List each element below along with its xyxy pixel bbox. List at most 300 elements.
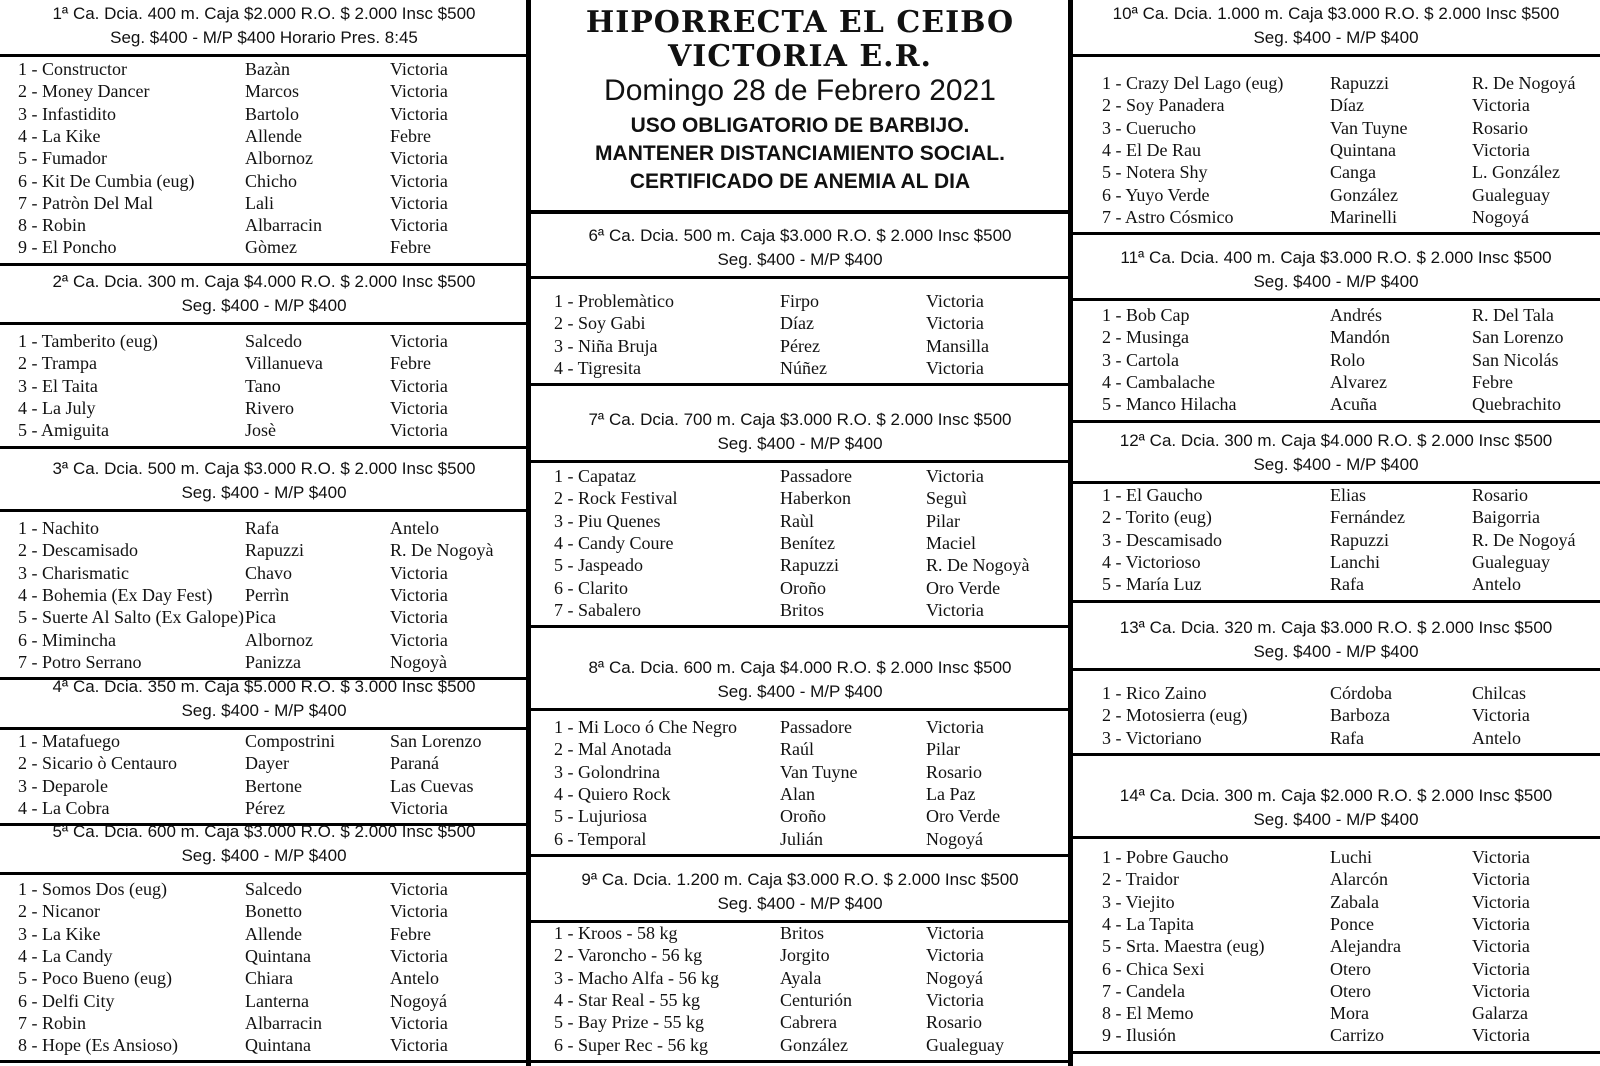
locality: Antelo [390,968,439,989]
entry-row [528,922,1072,945]
entry-row [1072,161,1600,184]
entries-list [0,58,528,266]
owner-name: Rolo [1330,349,1366,370]
entry-row [1072,139,1600,162]
locality: Febre [390,125,431,146]
entry-row [1072,1024,1600,1047]
race-conditions: 5ª Ca. Dcia. 600 m. Caja $3.000 R.O. $ 2.000 Insc $500 [52,822,476,841]
horse-name: 1 - Mi Loco ó Che Negro [554,717,737,737]
locality: Victoria [926,599,984,620]
horse-name: 4 - La July [18,397,96,418]
notice-distanciamiento: MANTENER DISTANCIAMIENTO SOCIAL. [595,142,1005,165]
locality: Nogoyà [390,651,447,672]
horse-name: 5 - Suerte Al Salto (Ex Galope) [18,607,244,628]
owner-name: Chavo [245,562,292,583]
owner-name: Rapuzzi [780,555,839,576]
entries-list [528,716,1072,857]
horse-name: 4 - La Cobra [18,797,110,818]
owner-name: Pica [245,607,276,628]
locality: R. De Nogoyá [1472,73,1576,93]
entry-row [528,357,1072,380]
entry-row [1072,727,1600,750]
race-header [528,866,1072,923]
locality: Seguì [926,488,968,509]
horse-name: 4 - Tigresita [554,357,642,378]
entry-row [0,945,528,968]
owner-name: Marinelli [1330,206,1397,227]
owner-name: Núñez [780,357,827,378]
locality: Febre [1472,371,1513,392]
owner-name: Passadore [780,466,852,486]
horse-name: 4 - Star Real - 55 kg [554,989,700,1010]
entry-row [0,330,528,353]
locality: Victoria [926,357,984,378]
race-3 [0,455,528,672]
owner-name: Acuña [1330,394,1377,415]
horse-name: 2 - Descamisado [18,540,138,561]
entry-row [528,335,1072,358]
horse-name: 2 - Mal Anotada [554,739,672,760]
entry-row [0,419,528,442]
locality: Pilar [926,510,960,531]
owner-name: Gòmez [245,237,297,258]
race-conditions: 13ª Ca. Dcia. 320 m. Caja $3.000 R.O. $ 2.000 Insc $500 [1119,618,1553,637]
owner-name: Britos [780,923,825,943]
entry-row [0,900,528,923]
locality: Gualeguay [1472,184,1550,205]
owner-name: Mandón [1330,327,1390,348]
race-10 [1072,0,1600,227]
entry-row [1072,371,1600,394]
entry-row [528,783,1072,806]
locality: Victoria [390,629,448,650]
middle-column [528,0,1072,1066]
entry-row [1072,72,1600,95]
entries-list [1072,484,1600,603]
race-conditions: 14ª Ca. Dcia. 300 m. Caja $2.000 R.O. $ 2.000 Insc $500 [1119,786,1553,805]
locality: Quebrachito [1472,394,1561,415]
entries-list [1072,846,1600,1054]
race-fees: Seg. $400 - M/P $400 [717,434,883,453]
race-conditions: 8ª Ca. Dcia. 600 m. Caja $4.000 R.O. $ 2.000 Insc $500 [588,658,1012,677]
owner-name: Marcos [245,81,299,102]
horse-name: 4 - Bohemia (Ex Day Fest) [18,584,213,605]
owner-name: Panizza [245,651,301,672]
race-11 [1072,244,1600,415]
entry-row [0,375,528,398]
race-13 [1072,614,1600,748]
entries-list [1072,682,1600,756]
horse-name: 2 - Varoncho - 56 kg [554,945,703,966]
entry-row [528,554,1072,577]
locality: Victoria [1472,705,1530,726]
horse-name: 9 - El Poncho [18,237,117,258]
entry-row [528,1011,1072,1034]
owner-name: Barboza [1330,705,1390,726]
entry-row [1072,349,1600,372]
locality: Pilar [926,739,960,760]
entry-row [0,562,528,585]
entry-row [528,828,1072,851]
owner-name: Bazàn [245,59,290,79]
horse-name: 6 - Kit De Cumbia (eug) [18,170,195,191]
locality: Victoria [390,375,448,396]
horse-name: 8 - El Memo [1102,1003,1194,1024]
horse-name: 1 - Somos Dos (eug) [18,879,167,899]
locality: Victoria [390,879,448,899]
locality: Victoria [1472,1025,1530,1046]
race-conditions: 3ª Ca. Dcia. 500 m. Caja $3.000 R.O. $ 2.000 Insc $500 [52,459,476,478]
locality: Las Cuevas [390,775,474,796]
owner-name: Dayer [245,753,289,774]
race-conditions: 1ª Ca. Dcia. 400 m. Caja $2.000 R.O. $ 2.000 Insc $500 [52,4,476,23]
locality: Victoria [1472,891,1530,912]
entry-row [1072,326,1600,349]
entry-row [1072,868,1600,891]
horse-name: 2 - Traidor [1102,869,1180,890]
owner-name: Oroño [780,577,826,598]
horse-name: 1 - Pobre Gaucho [1102,847,1229,867]
owner-name: Rafa [1330,727,1364,748]
owner-name: Haberkon [780,488,851,509]
horse-name: 2 - Soy Gabi [554,313,646,334]
locality: Victoria [926,291,984,311]
horse-name: 5 - Notera Shy [1102,162,1208,183]
entry-row [0,1034,528,1057]
locality: Victoria [926,717,984,737]
locality: Nogoyá [926,828,983,849]
locality: Victoria [390,901,448,922]
owner-name: Albornoz [245,629,313,650]
horse-name: 6 - Mimincha [18,629,116,650]
horse-name: 3 - Charismatic [18,562,129,583]
owner-name: Villanueva [245,353,323,374]
locality: Rosario [1472,117,1528,138]
horse-name: 6 - Temporal [554,828,647,849]
entry-row [528,599,1072,622]
horse-name: 3 - Viejito [1102,891,1175,912]
locality: Victoria [390,331,448,351]
owner-name: Salcedo [245,879,302,899]
locality: Victoria [390,170,448,191]
entry-row [528,944,1072,967]
locality: Victoria [390,215,448,236]
locality: Victoria [390,81,448,102]
owner-name: Alarcón [1330,869,1388,890]
horse-name: 5 - Bay Prize - 55 kg [554,1012,704,1033]
horse-name: 4 - La Tapita [1102,913,1194,934]
race-fees: Seg. $400 - M/P $400 [1253,810,1419,829]
race-conditions: 11ª Ca. Dcia. 400 m. Caja $3.000 R.O. $ 2.000 Insc $500 [1120,248,1552,267]
entry-row [0,397,528,420]
entry-row [1072,891,1600,914]
horse-name: 4 - Candy Coure [554,532,674,553]
horse-name: 1 - Matafuego [18,731,120,751]
owner-name: Pérez [245,797,285,818]
race-7 [528,406,1072,620]
race-fees: Seg. $400 - M/P $400 [181,296,347,315]
owner-name: González [780,1034,848,1055]
owner-name: Raùl [780,510,814,531]
owner-name: Allende [245,125,302,146]
locality: Victoria [390,59,448,79]
locality: Victoria [926,466,984,486]
horse-name: 2 - Trampa [18,353,98,374]
locality: Victoria [926,945,984,966]
locality: R. De Nogoyà [390,540,494,561]
race-fees: Seg. $400 - M/P $400 [717,894,883,913]
entry-row [1072,117,1600,140]
owner-name: Quintana [245,1035,311,1056]
entry-row [0,797,528,820]
entry-row [0,967,528,990]
race-fees: Seg. $400 - M/P $400 [181,483,347,502]
entry-row [0,539,528,562]
horse-name: 3 - Macho Alfa - 56 kg [554,967,719,988]
owner-name: González [1330,184,1398,205]
notice-barbijo: USO OBLIGATORIO DE BARBIJO. [630,114,970,137]
owner-name: Albarracin [245,215,322,236]
race-conditions: 2ª Ca. Dcia. 300 m. Caja $4.000 R.O. $ 2.000 Insc $500 [52,272,476,291]
locality: Victoria [390,562,448,583]
race-fees: Seg. $400 - M/P $400 Horario Pres. 8:45 [110,28,418,47]
locality: Oro Verde [926,806,1001,827]
owner-name: Otero [1330,980,1371,1001]
horse-name: 1 - Tamberito (eug) [18,331,158,351]
race-6 [528,222,1072,378]
horse-name: 3 - Deparole [18,775,108,796]
race-header [528,654,1072,711]
race-14 [1072,782,1600,1046]
horse-name: 7 - Potro Serrano [18,651,142,672]
horse-name: 3 - Descamisado [1102,529,1222,550]
owner-name: Ayala [780,967,822,988]
locality: Maciel [926,532,976,553]
horse-name: 7 - Astro Cósmico [1102,206,1234,227]
entry-row [0,651,528,674]
locality: R. De Nogoyá [1472,529,1576,550]
locality: Baigorria [1472,507,1540,528]
locality: Victoria [1472,958,1530,979]
horse-name: 5 - Poco Bueno (eug) [18,968,172,989]
race-12 [1072,427,1600,595]
locality: Gualeguay [1472,551,1550,572]
owner-name: Bertone [245,775,302,796]
locality: R. Del Tala [1472,305,1554,325]
owner-name: Centurión [780,989,852,1010]
notice-anemia: CERTIFICADO DE ANEMIA AL DIA [629,170,971,193]
race-conditions: 10ª Ca. Dcia. 1.000 m. Caja $3.000 R.O. $ 2.000 Insc $500 [1112,4,1560,23]
horse-name: 5 - Lujuriosa [554,806,647,827]
horse-name: 6 - Yuyo Verde [1102,184,1210,205]
locality: San Lorenzo [1472,327,1564,348]
locality: San Nicolás [1472,349,1559,370]
owner-name: Otero [1330,958,1371,979]
locality: Victoria [390,945,448,966]
horse-name: 2 - Money Dancer [18,81,150,102]
entry-row [0,990,528,1013]
locality: Oro Verde [926,577,1001,598]
owner-name: Albarracin [245,1012,322,1033]
owner-name: Lali [245,192,274,213]
owner-name: Díaz [1330,95,1364,116]
entry-row [1072,551,1600,574]
owner-name: Allende [245,923,302,944]
race-8 [528,654,1072,849]
owner-name: Quintana [245,945,311,966]
locality: L. González [1472,162,1560,183]
horse-name: 4 - La Candy [18,945,113,966]
entries-list [0,517,528,680]
horse-name: 3 - El Taita [18,375,98,396]
owner-name: Díaz [780,313,814,334]
owner-name: Alvarez [1330,371,1387,392]
horse-name: 7 - Sabalero [554,599,641,620]
entry-row [1072,958,1600,981]
owner-name: Elias [1330,485,1366,505]
horse-name: 8 - Robin [18,215,87,236]
locality: Victoria [1472,847,1530,867]
race-header [0,673,528,730]
race-header [1072,614,1600,671]
owner-name: Josè [245,420,276,441]
locality: Chilcas [1472,683,1526,703]
horse-name: 8 - Hope (Es Ansioso) [18,1035,178,1056]
owner-name: Cabrera [780,1012,837,1033]
horse-name: 5 - Srta. Maestra (eug) [1102,936,1265,957]
horse-name: 3 - Cuerucho [1102,117,1196,138]
owner-name: Andrés [1330,305,1382,325]
entry-row [0,236,528,259]
entry-row [1072,704,1600,727]
horse-name: 6 - Super Rec - 56 kg [554,1034,708,1055]
locality: Antelo [1472,574,1521,595]
horse-name: 1 - Crazy Del Lago (eug) [1102,73,1284,93]
race-conditions: 7ª Ca. Dcia. 700 m. Caja $3.000 R.O. $ 2.000 Insc $500 [588,410,1012,429]
race-2 [0,268,528,441]
owner-name: Julián [780,828,823,849]
entries-list [0,878,528,1063]
horse-name: 4 - Cambalache [1102,371,1215,392]
locality: Victoria [390,584,448,605]
owner-name: Fernández [1330,507,1405,528]
entry-row [0,629,528,652]
horse-name: 5 - Fumador [18,148,107,169]
locality: Victoria [1472,139,1530,160]
locality: Victoria [1472,869,1530,890]
horse-name: 2 - Rock Festival [554,488,678,509]
horse-name: 1 - Capataz [554,466,636,486]
entry-row [1072,573,1600,596]
entry-row [528,967,1072,990]
race-header [1072,782,1600,839]
entry-row [0,170,528,193]
horse-name: 1 - Bob Cap [1102,305,1190,325]
locality: Nogoyá [390,990,447,1011]
race-1 [0,0,528,258]
race-fees: Seg. $400 - M/P $400 [1253,455,1419,474]
owner-name: Tano [245,375,281,396]
race-conditions: 12ª Ca. Dcia. 300 m. Caja $4.000 R.O. $ 2.000 Insc $500 [1119,431,1553,450]
owner-name: Albornoz [245,148,313,169]
locality: Victoria [926,989,984,1010]
column-divider [526,0,531,1066]
owner-name: Luchi [1330,847,1372,867]
entry-row [0,730,528,753]
event-date: Domingo 28 de Febrero 2021 [604,74,996,107]
race-conditions: 4ª Ca. Dcia. 350 m. Caja $5.000 R.O. $ 3.000 Insc $500 [52,677,476,696]
horse-name: 1 - Rico Zaino [1102,683,1207,703]
entries-list [0,730,528,826]
race-header [0,0,528,57]
race-header [528,222,1072,279]
entry-row [1072,846,1600,869]
entry-row [528,465,1072,488]
race-header [528,406,1072,463]
owner-name: Alejandra [1330,936,1401,957]
owner-name: Rafa [1330,574,1364,595]
race-header [0,818,528,875]
horse-name: 6 - Clarito [554,577,628,598]
locality: Febre [390,923,431,944]
owner-name: Van Tuyne [780,761,858,782]
race-fees: Seg. $400 - M/P $400 [1253,272,1419,291]
entry-row [528,716,1072,739]
locality: Gualeguay [926,1034,1004,1055]
program-header [528,0,1072,214]
entry-row [0,923,528,946]
locality: Nogoyá [1472,206,1529,227]
entry-row [0,125,528,148]
entry-row [0,752,528,775]
locality: R. De Nogoyà [926,555,1030,576]
entries-list [528,290,1072,386]
race-fees: Seg. $400 - M/P $400 [1253,28,1419,47]
locality: Victoria [390,397,448,418]
owner-name: Zabala [1330,891,1379,912]
entry-row [528,805,1072,828]
entry-row [0,214,528,237]
entries-list [0,330,528,449]
horse-name: 3 - Piu Quenes [554,510,661,531]
locality: Febre [390,353,431,374]
horse-name: 1 - Constructor [18,59,127,79]
owner-name: Salcedo [245,331,302,351]
entry-row [528,577,1072,600]
horse-name: 6 - Chica Sexi [1102,958,1205,979]
horse-name: 3 - Niña Bruja [554,335,658,356]
locality: Victoria [1472,95,1530,116]
race-header [1072,427,1600,484]
entry-row [0,103,528,126]
horse-name: 5 - Amiguita [18,420,109,441]
owner-name: Bartolo [245,103,299,124]
owner-name: Quintana [1330,139,1396,160]
locality: La Paz [926,783,976,804]
horse-name: 5 - Jaspeado [554,555,643,576]
entry-row [528,312,1072,335]
entry-row [0,775,528,798]
entry-row [528,989,1072,1012]
horse-name: 2 - Motosierra (eug) [1102,705,1248,726]
entry-row [0,192,528,215]
entry-row [528,290,1072,313]
horse-name: 4 - El De Rau [1102,139,1201,160]
entry-row [1072,184,1600,207]
locality: Rosario [926,761,982,782]
entry-row [1072,913,1600,936]
race-conditions: 9ª Ca. Dcia. 1.200 m. Caja $3.000 R.O. $ 2.000 Insc $500 [581,870,1019,889]
